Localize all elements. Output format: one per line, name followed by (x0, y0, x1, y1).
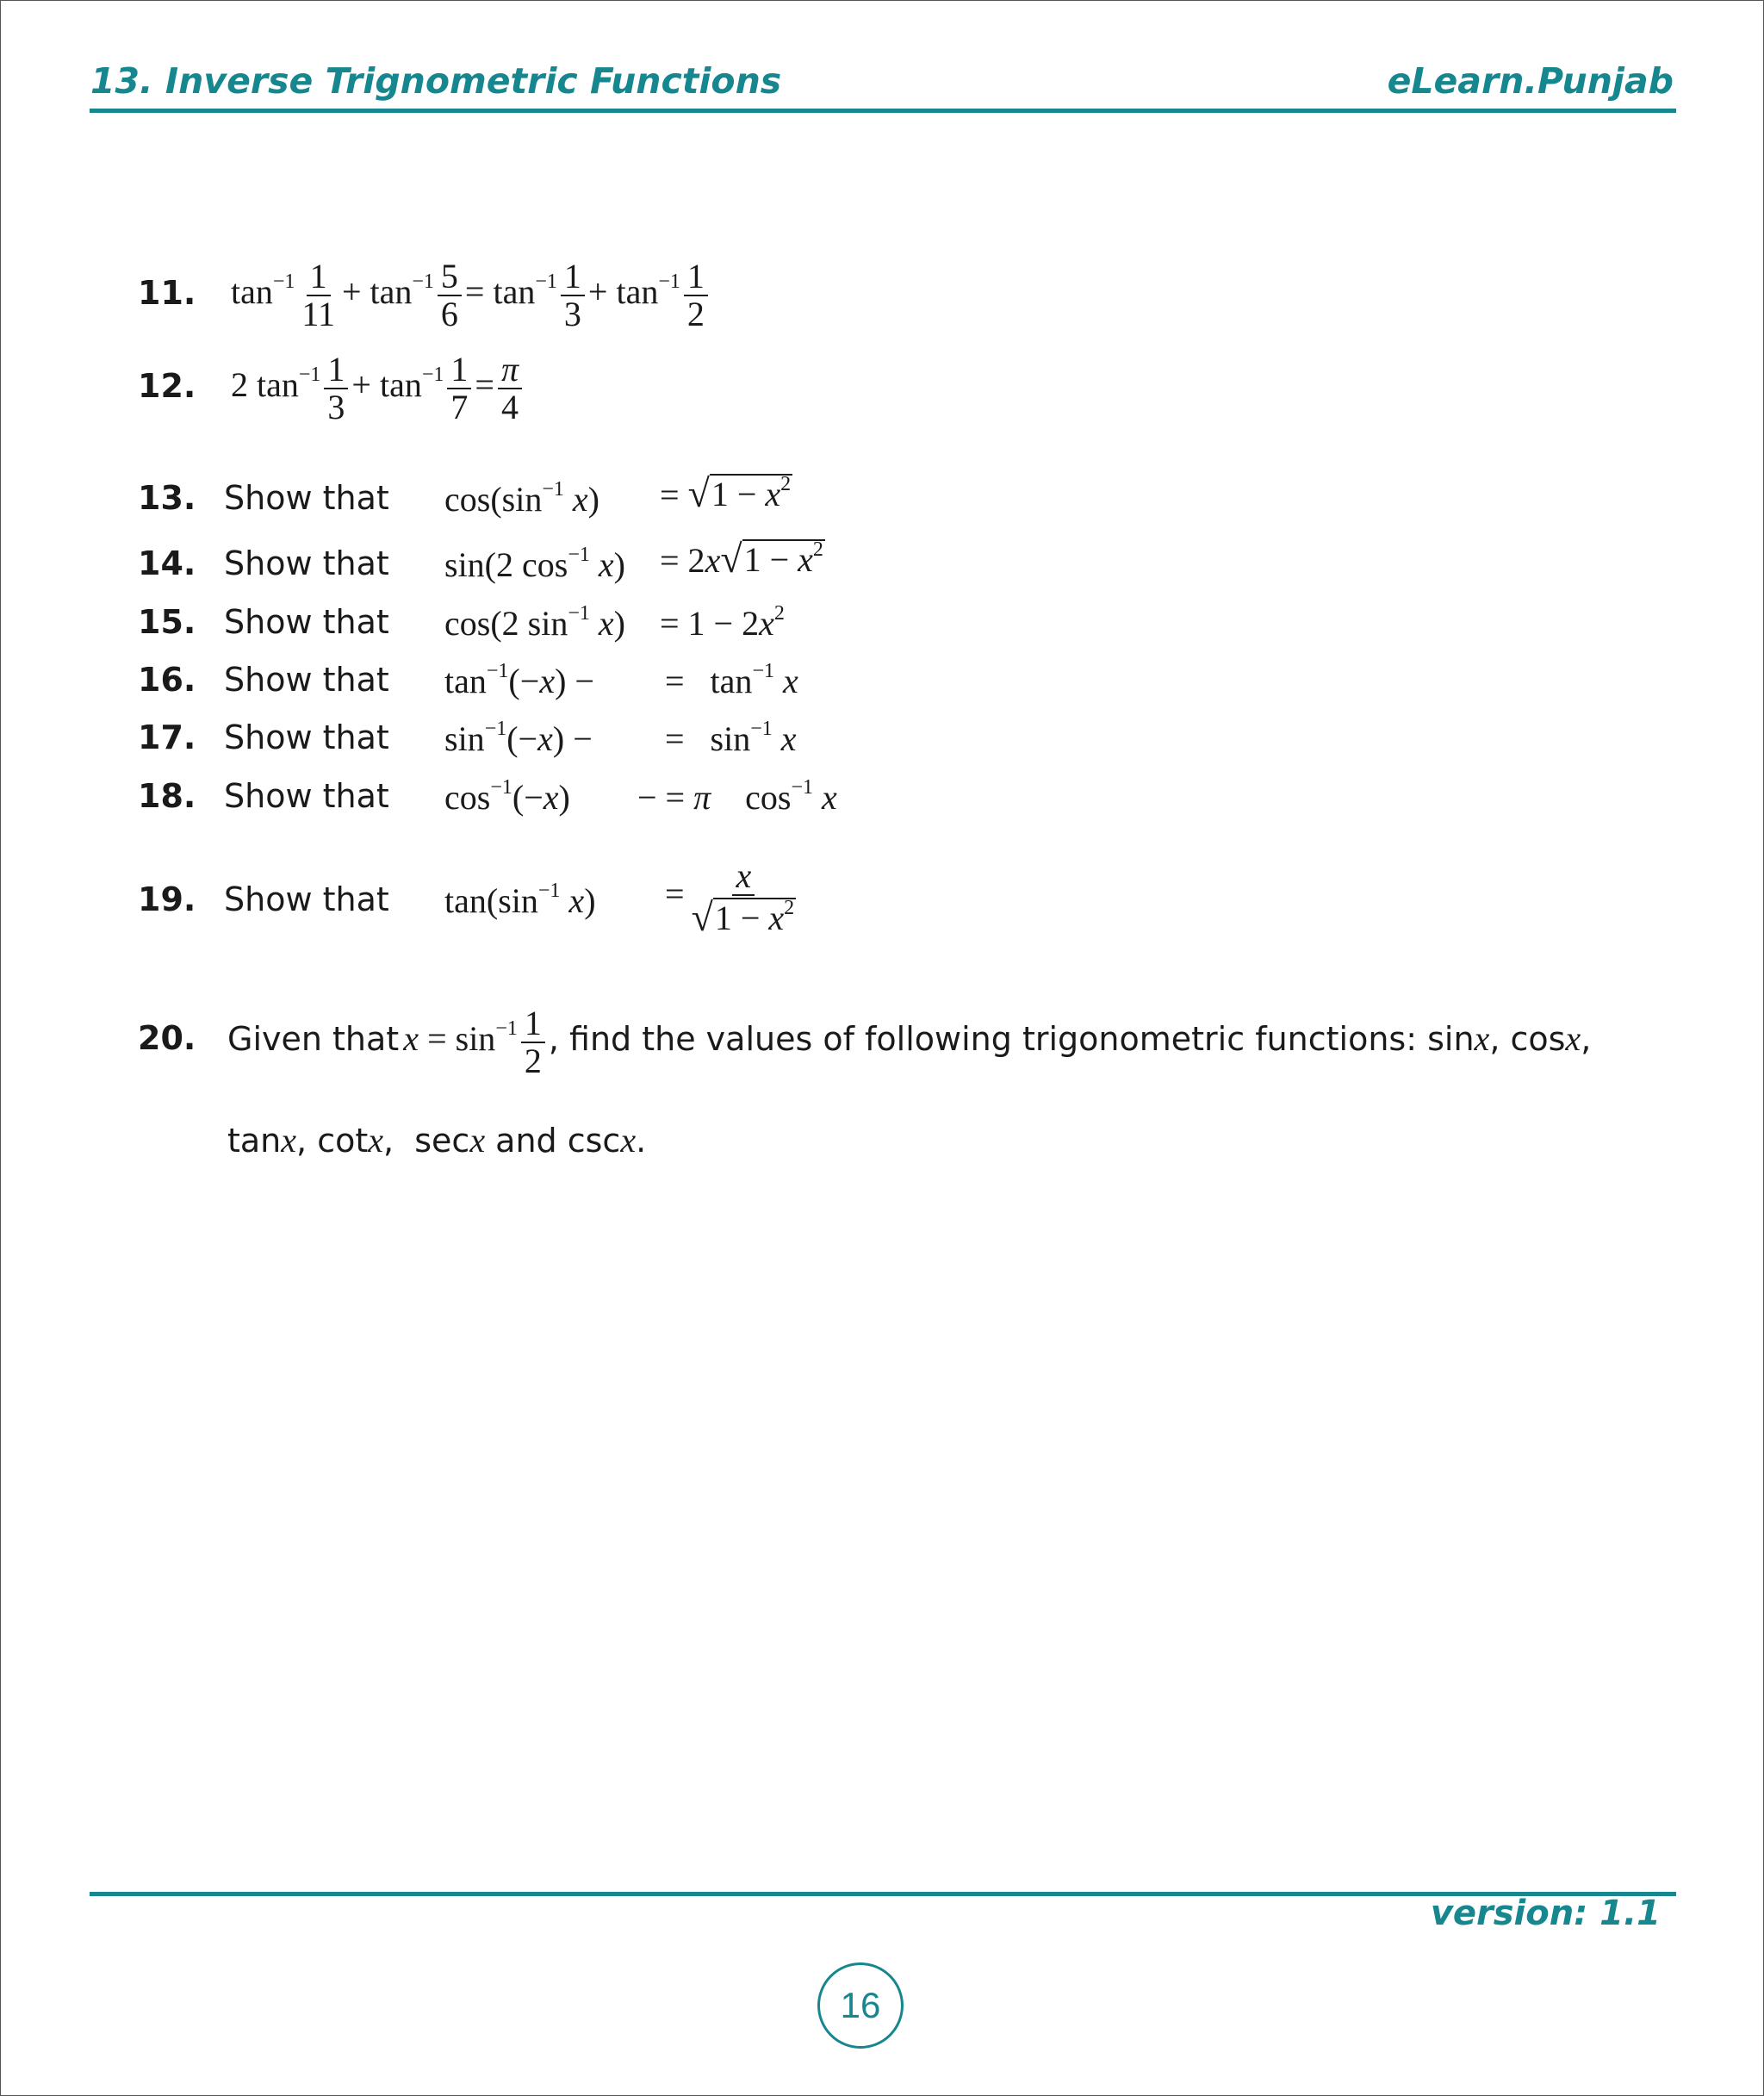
equation-rhs: = √ $1 - x^2$ (660, 471, 792, 515)
exercise-number: 12. (138, 367, 196, 405)
equation-rhs: = 2x √ $1 - x^2$ (660, 537, 823, 581)
show-that-label: Show that (224, 544, 389, 582)
equation-rhs: = $\sin^{-1} x$ (665, 718, 797, 758)
equation: 2 $\tan^{-1}$ $\frac{1}{3}$ + $\tan^{-1}$ $\frac{1}{7}$ = $\frac{\pi}{4}$ (231, 351, 525, 426)
equation-lhs: $\cos(\sin^{-1}$ x) (444, 478, 599, 519)
equation-lhs: $\tan^{-1}(-x)$ − (444, 660, 594, 700)
exercise-number: 16. (138, 661, 196, 699)
header-rule (90, 109, 1676, 113)
exercise-number: 18. (138, 777, 196, 815)
equation-rhs: = $\tan^{-1} x$ (665, 660, 798, 700)
equation: $\tan^{-1}$ $\frac{1}{11}$ + $\tan^{-1}$ $\frac{5}{6}$ = $\tan^{-1}$ $\frac{1}{3}$ + $\tan^{-1}$ $\frac{1}{2}$ (231, 258, 711, 333)
show-that-label: Show that (224, 603, 389, 641)
exercise-number: 19. (138, 880, 196, 918)
exercise-number: 14. (138, 544, 196, 582)
page-number: 16 (840, 1985, 881, 2025)
equation-rhs: − = π $\cos^{-1} x$ (637, 776, 837, 817)
equation-rhs: = $1 - 2x^2$ (660, 602, 785, 643)
show-that-label: Show that (224, 479, 389, 517)
exercise-20-line-1: Given that $x = \sin^{-1}$ $\frac{1}{2}$ , find the values of following trigonometric functions: sinx, cosx, (227, 1004, 1592, 1080)
version-label: version: 1.1 (1430, 1894, 1661, 1933)
equation-lhs: sin(2 $\cos^{-1} x$) (444, 544, 625, 584)
find-values-text: , find the values of following trigonometric functions: sin (548, 1020, 1475, 1059)
equation-lhs: $\tan(\sin^{-1}$ x) (444, 880, 596, 920)
equation-lhs: cos(2 $\sin^{-1} x$) (444, 602, 625, 643)
functions-list-text: tan (227, 1122, 282, 1160)
show-that-label: Show that (224, 880, 389, 918)
exercise-number: 20. (138, 1019, 196, 1057)
show-that-label: Show that (224, 718, 389, 756)
equation-rhs: = x √ $1 - x^2$ (665, 856, 795, 939)
exercise-number: 11. (138, 274, 196, 312)
brand-name: eLearn.Punjab (1387, 60, 1674, 102)
given-that-text: Given that (227, 1020, 400, 1059)
page-number-badge (817, 1962, 904, 2049)
show-that-label: Show that (224, 777, 389, 815)
chapter-title: 13. Inverse Trignometric Functions (90, 60, 782, 102)
show-that-label: Show that (224, 661, 389, 699)
exercise-number: 17. (138, 718, 196, 756)
equation-lhs: $\sin^{-1}(-x)$ − (444, 718, 593, 758)
given-equation: $x = \sin^{-1}$ $\frac{1}{2}$ (403, 1019, 549, 1058)
exercise-number: 15. (138, 603, 196, 641)
exercise-number: 13. (138, 479, 196, 517)
equation-lhs: $\cos^{-1}(-x)$ (444, 776, 570, 817)
